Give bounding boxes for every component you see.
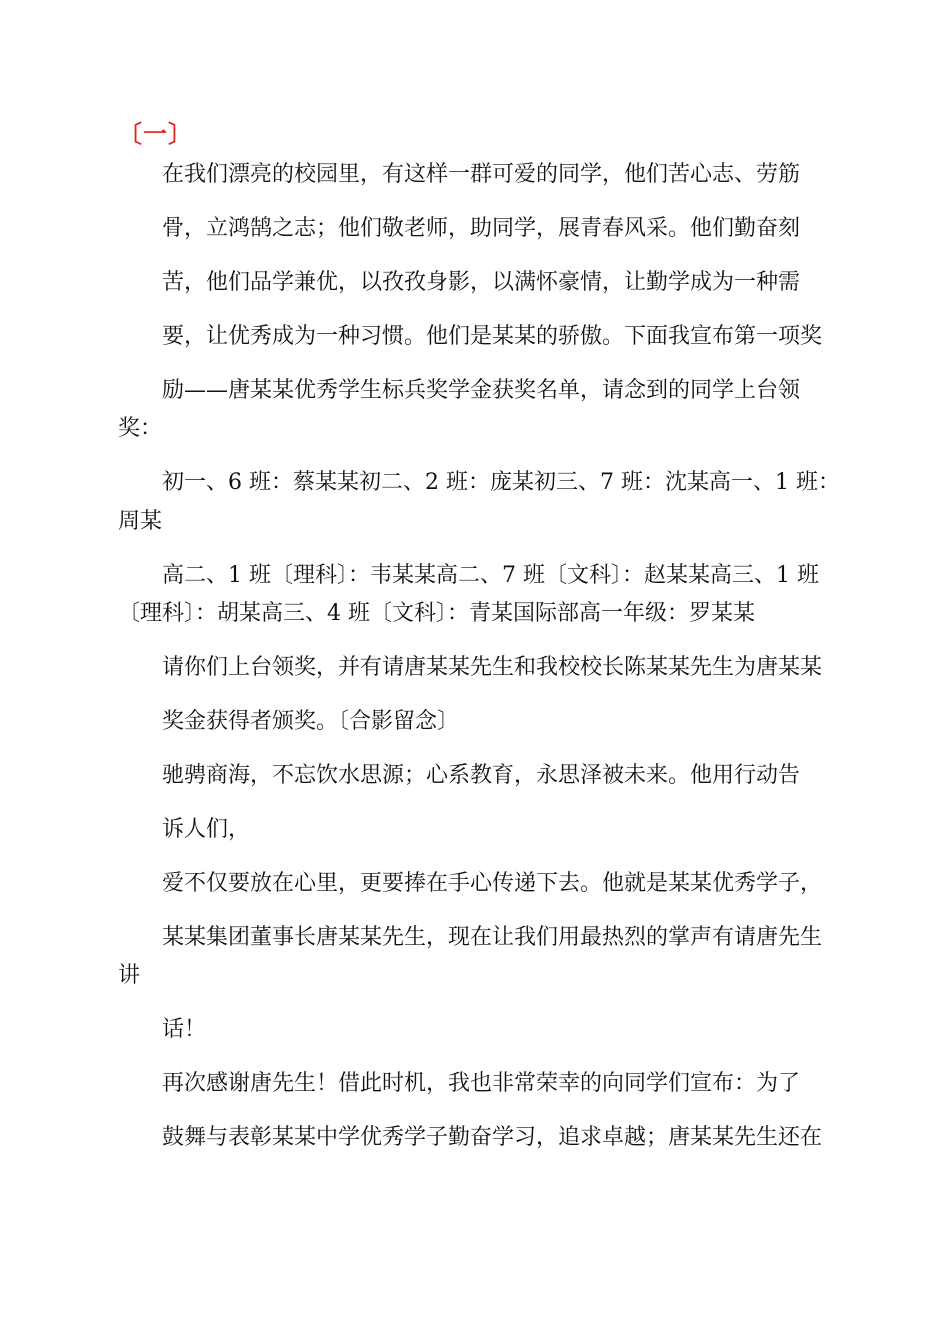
paragraph-line: 爱不仅要放在心里，更要捧在手心传递下去。他就是某某优秀学子， [162,871,823,896]
paragraph-line: 初一、6 班：蔡某某初二、2 班：庞某初三、7 班：沈某高一、1 班： [162,470,840,495]
paragraph-line: 励——唐某某优秀学生标兵奖学金获奖名单，请念到的同学上台领 [162,378,801,403]
paragraph-line: 要，让优秀成为一种习惯。他们是某某的骄傲。下面我宣布第一项奖 [162,324,823,349]
paragraph-line: 苦，他们品学兼优，以孜孜身影，以满怀豪情，让勤学成为一种需 [162,270,801,295]
paragraph-line: 诉人们， [162,817,251,842]
paragraph-line: 讲 [118,963,141,988]
paragraph-line: 高二、1 班〔理科〕：韦某某高二、7 班〔文科〕：赵某某高三、1 班 [162,563,819,588]
paragraph-line: 周某 [118,509,163,534]
paragraph-line: 奖金获得者颁奖。〔合影留念〕 [162,709,460,734]
paragraph-line: 某某集团董事长唐某某先生，现在让我们用最热烈的掌声有请唐先生 [162,925,823,950]
paragraph-line: 〔理科〕：胡某高三、4 班〔文科〕：青某国际部高一年级：罗某某 [118,601,755,626]
section-heading: 〔一〕 [118,119,193,148]
paragraph-line: 在我们漂亮的校园里，有这样一群可爱的同学，他们苦心志、劳筋 [162,162,801,187]
paragraph-line: 奖： [118,416,163,441]
paragraph-line: 请你们上台领奖，并有请唐某某先生和我校校长陈某某先生为唐某某 [162,655,823,680]
paragraph-line: 话！ [162,1017,207,1042]
paragraph-line: 骨，立鸿鹄之志；他们敬老师，助同学，展青春风采。他们勤奋刻 [162,216,801,241]
paragraph-line: 再次感谢唐先生！借此时机，我也非常荣幸的向同学们宣布：为了 [162,1071,801,1096]
paragraph-line: 鼓舞与表彰某某中学优秀学子勤奋学习，追求卓越；唐某某先生还在 [162,1125,823,1150]
paragraph-line: 驰骋商海，不忘饮水思源；心系教育，永思泽被未来。他用行动告 [162,763,801,788]
